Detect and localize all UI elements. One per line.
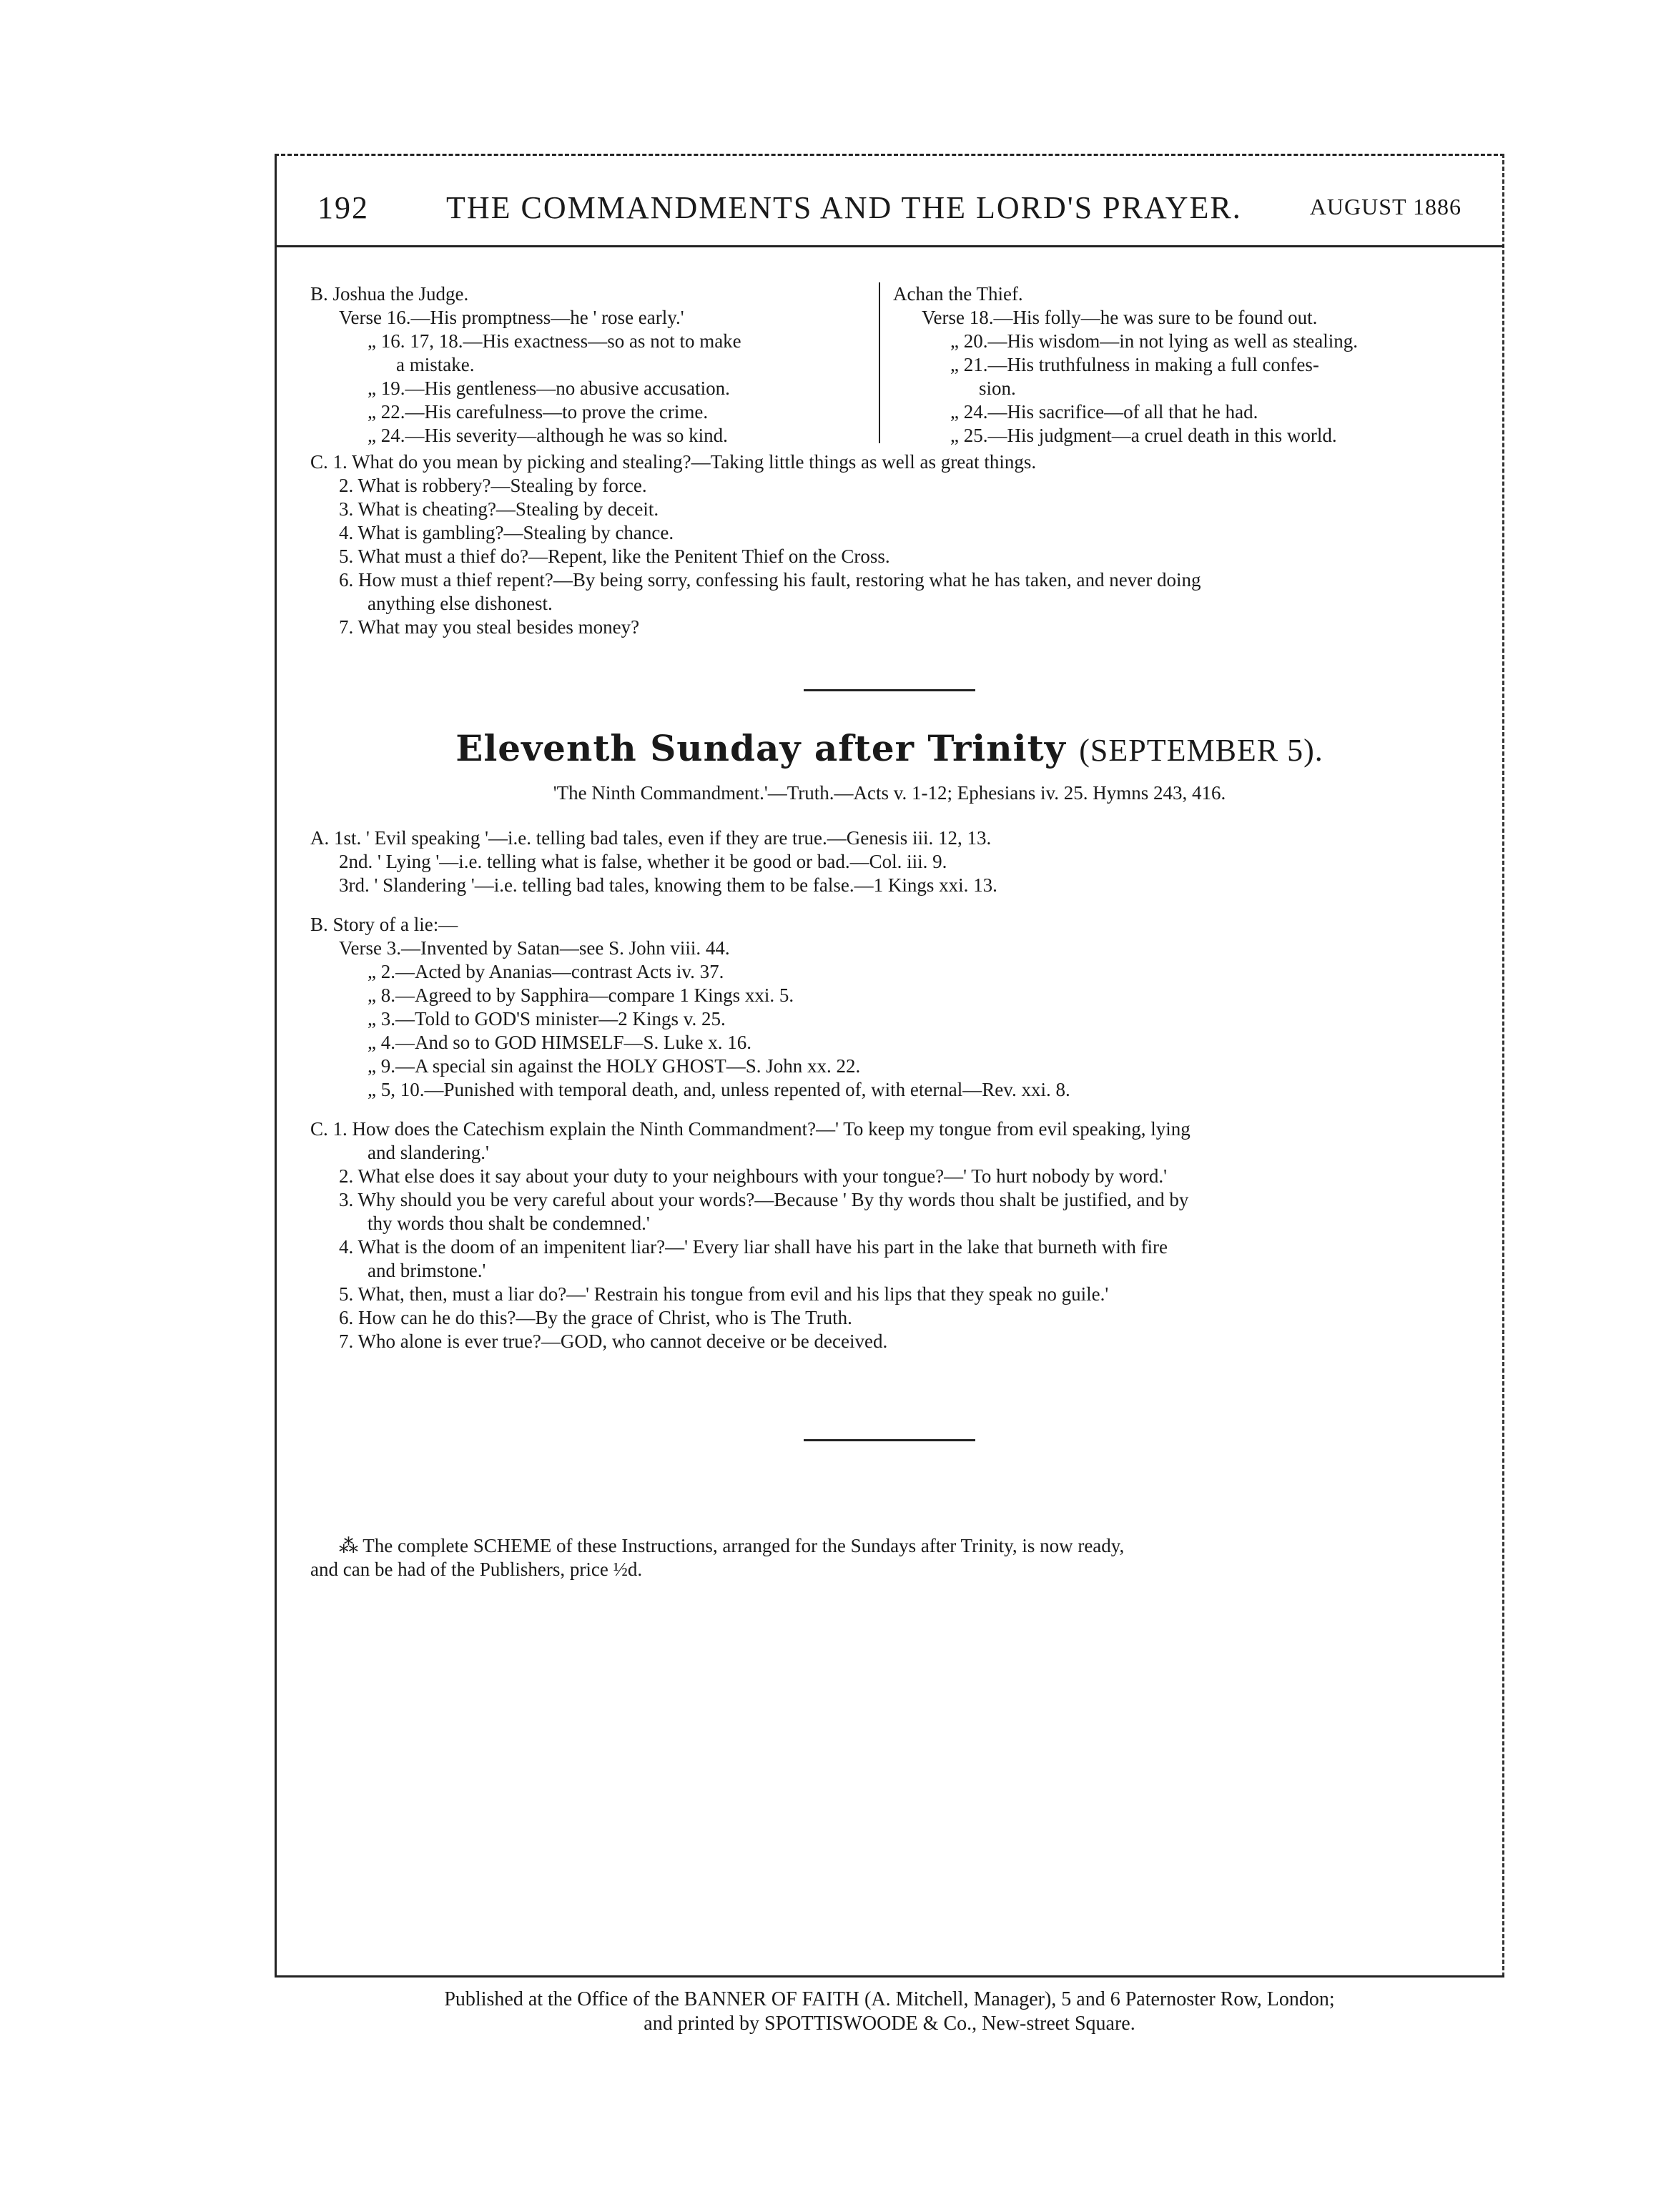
question-line: 2. What else does it say about your duty to your neighbours with your tongue?—' To hurt nobody by word.' <box>339 1165 1167 1187</box>
question-line: 5. What must a thief do?—Repent, like the Penitent Thief on the Cross. <box>339 545 890 567</box>
section-heading-date: (SEPTEMBER 5). <box>1079 733 1323 768</box>
story-line: Verse 3.—Invented by Satan—see S. John viii. 44. <box>339 937 730 959</box>
achan-line: „ 25.—His judgment—a cruel death in this world. <box>950 425 1337 446</box>
achan-line: Verse 18.—His folly—he was sure to be found out. <box>922 307 1318 328</box>
story-line: „ 8.—Agreed to by Sapphira—compare 1 Kings xxi. 5. <box>368 984 794 1006</box>
publisher-notice <box>310 1534 1469 1581</box>
story-line: „ 9.—A special sin against the HOLY GHOST—S. John xx. 22. <box>368 1055 861 1077</box>
achan-line: sion. <box>979 377 1016 399</box>
question-line: 4. What is gambling?—Stealing by chance. <box>339 522 674 543</box>
page-number: 192 <box>317 190 369 225</box>
section-heading <box>310 727 1469 772</box>
notice-line: ⁂ The complete SCHEME of these Instructions, arranged for the Sundays after Trinity, is now ready, <box>339 1535 1125 1556</box>
question-line: 2. What is robbery?—Stealing by force. <box>339 475 647 496</box>
part-a-definitions <box>310 826 1469 897</box>
question-line: 3. What is cheating?—Stealing by deceit. <box>339 498 659 520</box>
page-frame <box>275 154 1504 2070</box>
question-line: 3. Why should you be very careful about your words?—Because ' By thy words thou shalt be justified, and by <box>339 1189 1189 1210</box>
question-line: and slandering.' <box>368 1142 489 1163</box>
frame-right-rule <box>1502 154 1504 1977</box>
imprint-line: and printed by SPOTTISWOODE & Co., New-street Square. <box>644 2013 1135 2035</box>
part-b-two-column <box>310 282 1469 450</box>
page-content <box>310 282 1469 1581</box>
achan-line: „ 20.—His wisdom—in not lying as well as stealing. <box>950 330 1358 352</box>
footer-rule <box>275 1975 1504 1978</box>
achan-line: „ 24.—His sacrifice—of all that he had. <box>950 401 1258 423</box>
achan-column <box>893 282 1465 448</box>
joshua-line: „ 16. 17, 18.—His exactness—so as not to make <box>368 330 741 352</box>
notice-line: and can be had of the Publishers, price ½d. <box>310 1559 643 1580</box>
joshua-title: B. Joshua the Judge. <box>310 283 469 305</box>
joshua-line: a mistake. <box>396 354 475 375</box>
question-line: 6. How must a thief repent?—By being sorry, confessing his fault, restoring what he has taken, and never doing <box>339 569 1201 591</box>
section-subheading: 'The Ninth Commandment.'—Truth.—Acts v. 1-12; Ephesians iv. 25. Hymns 243, 416. <box>553 782 1226 804</box>
story-title: B. Story of a lie:— <box>310 914 458 935</box>
section-heading-text: Eleventh Sunday after Trinity <box>455 727 1066 769</box>
question-line: C. 1. What do you mean by picking and stealing?—Taking little things as well as great things. <box>310 451 1037 473</box>
question-line: and brimstone.' <box>368 1260 486 1281</box>
joshua-line: „ 24.—His severity—although he was so kind. <box>368 425 728 446</box>
question-line: 5. What, then, must a liar do?—' Restrain his tongue from evil and his lips that they speak no guile.' <box>339 1283 1109 1305</box>
imprint <box>275 1988 1504 2036</box>
achan-line: „ 21.—His truthfulness in making a full confes- <box>950 354 1319 375</box>
question-line: anything else dishonest. <box>368 593 553 614</box>
definition-line: A. 1st. ' Evil speaking '—i.e. telling bad tales, even if they are true.—Genesis iii. 12, 13. <box>310 827 992 849</box>
column-divider <box>879 282 880 443</box>
question-line: 6. How can he do this?—By the grace of Christ, who is The Truth. <box>339 1307 852 1328</box>
joshua-line: Verse 16.—His promptness—he ' rose early.' <box>339 307 684 328</box>
header-rule <box>275 245 1504 247</box>
issue-date: AUGUST 1886 <box>1309 194 1461 219</box>
frame-top-rule <box>275 154 1504 156</box>
definition-line: 3rd. ' Slandering '—i.e. telling bad tales, knowing them to be false.—1 Kings xxi. 13. <box>339 874 997 896</box>
section-divider <box>804 689 975 691</box>
frame-left-rule <box>275 154 277 1977</box>
story-line: „ 3.—Told to GOD'S minister—2 Kings v. 25. <box>368 1008 726 1030</box>
question-line: 4. What is the doom of an impenitent liar?—' Every liar shall have his part in the lake that burneth with fire <box>339 1236 1168 1258</box>
joshua-line: „ 22.—His carefulness—to prove the crime. <box>368 401 709 423</box>
part-c-stealing <box>310 450 1469 639</box>
part-c-lying <box>310 1117 1469 1353</box>
question-line: 7. Who alone is ever true?—GOD, who cannot deceive or be deceived. <box>339 1330 888 1352</box>
running-title: THE COMMANDMENTS AND THE LORD'S PRAYER. <box>446 190 1242 225</box>
achan-title: Achan the Thief. <box>893 283 1023 305</box>
part-b-story <box>310 913 1469 1102</box>
definition-line: 2nd. ' Lying '—i.e. telling what is false, whether it be good or bad.—Col. iii. 9. <box>339 851 947 872</box>
page-header <box>317 189 1461 240</box>
joshua-line: „ 19.—His gentleness—no abusive accusation. <box>368 377 730 399</box>
question-line: thy words thou shalt be condemned.' <box>368 1213 650 1234</box>
story-line: „ 5, 10.—Punished with temporal death, and, unless repented of, with eternal—Rev. xxi. 8. <box>368 1079 1070 1100</box>
question-line: 7. What may you steal besides money? <box>339 616 640 638</box>
joshua-column <box>310 282 868 448</box>
story-line: „ 4.—And so to GOD HIMSELF—S. Luke x. 16. <box>368 1032 751 1053</box>
story-line: „ 2.—Acted by Ananias—contrast Acts iv. 37. <box>368 961 724 982</box>
question-line: C. 1. How does the Catechism explain the Ninth Commandment?—' To keep my tongue from evil speaking, lying <box>310 1118 1191 1140</box>
imprint-line: Published at the Office of the BANNER OF FAITH (A. Mitchell, Manager), 5 and 6 Paternoster Row, London; <box>444 1988 1335 2010</box>
